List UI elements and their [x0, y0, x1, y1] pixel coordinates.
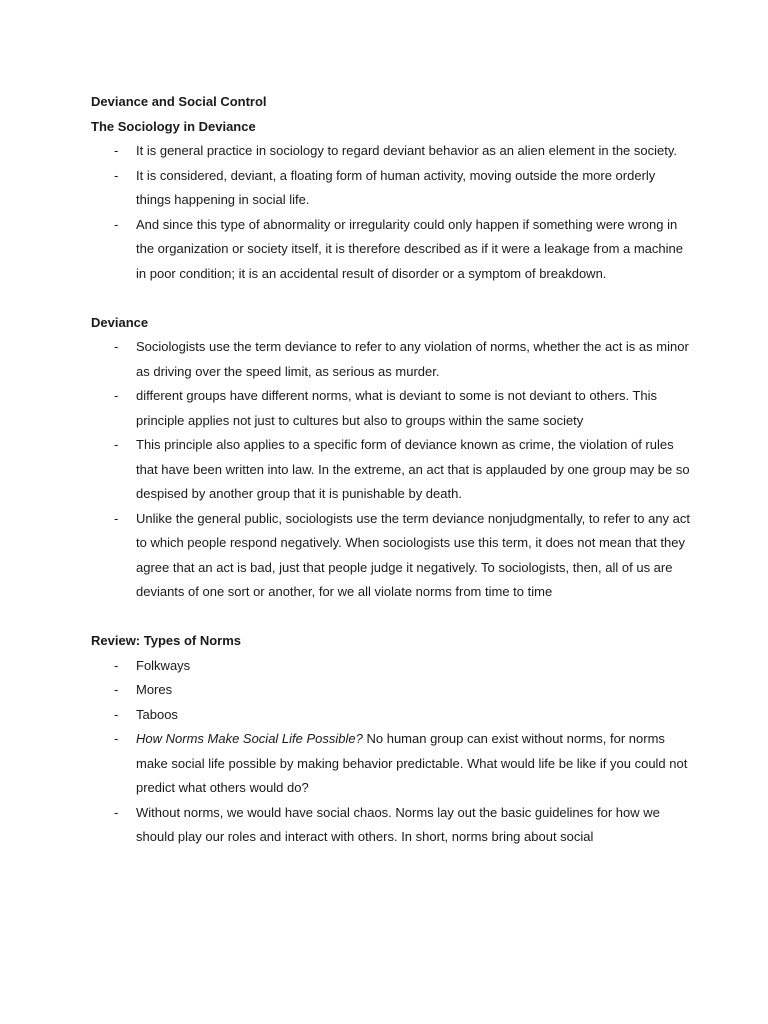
list-item-text: Without norms, we would have social chaos. Norms lay out the basic guidelines for how we should play our roles and interact with others. In short, norms bring about social [136, 804, 660, 844]
bullet-list-sociology-in-deviance [91, 139, 691, 286]
bullet-list-deviance [91, 335, 691, 605]
section-heading-deviance: Deviance [91, 314, 149, 330]
list-item [91, 384, 691, 433]
bullet-list-types-of-norms [91, 654, 691, 850]
list-item [91, 335, 691, 384]
bullet-dash: - [114, 682, 119, 697]
list-item [91, 654, 691, 679]
list-item [91, 213, 691, 287]
list-item-text: Folkways [136, 657, 191, 673]
list-item-text: And since this type of abnormality or irregularity could only happen if something were wrong in the organization or society itself, it is therefore described as if it were a leakage from a machine in poor condition; it is an accidental result of disorder or a symptom of breakdown. [136, 216, 683, 281]
list-item-text: This principle also applies to a specific form of deviance known as crime, the violation of rules that have been written into law. In the extreme, an act that is applauded by one group may be so despised by another group that it is punishable by death. [136, 437, 690, 501]
section-heading-sociology-in-deviance: The Sociology in Deviance [91, 118, 256, 134]
italic-lead-question: How Norms Make Social Life Possible? [136, 731, 363, 746]
bullet-dash: - [114, 437, 119, 452]
list-item [91, 801, 691, 850]
section-heading-types-of-norms: Review: Types of Norms [91, 633, 242, 648]
bullet-dash: - [114, 167, 119, 183]
list-item-text: different groups have different norms, what is deviant to some is not deviant to others. This principle applies not just to cultures but also to groups within the same society [136, 388, 658, 428]
document-title: Deviance and Social Control [91, 94, 267, 109]
bullet-dash: - [114, 804, 119, 820]
list-item-text-rest: No human group can exist without norms, for norms make social life possible by making behavior predictable. What would life be like if you could not predict what others would do? [136, 731, 688, 795]
list-item [91, 727, 691, 801]
list-item-text: It is general practice in sociology to regard deviant behavior as an alien element in the society. [136, 143, 678, 158]
bullet-dash: - [114, 731, 119, 746]
list-item-text: Mores [136, 682, 173, 697]
section-spacer [91, 605, 691, 630]
list-item [91, 507, 691, 605]
list-item [91, 433, 691, 507]
bullet-dash: - [114, 216, 119, 232]
bullet-dash: - [114, 339, 119, 354]
bullet-dash: - [114, 706, 119, 722]
list-item [91, 164, 691, 213]
bullet-dash: - [114, 143, 119, 158]
bullet-dash: - [114, 510, 119, 526]
list-item-text: It is considered, deviant, a floating form of human activity, moving outside the more orderly things happening in social life. [136, 167, 656, 207]
list-item-text: Unlike the general public, sociologists use the term deviance nonjudgmentally, to refer to any act to which people respond negatively. When sociologists use this term, it does not mean that they agree that an act is bad, just that people judge it negatively. To sociologists, then, all of us are deviants of one sort or another, for we all violate norms from time to time [136, 510, 691, 599]
list-item [91, 139, 691, 164]
list-item [91, 703, 691, 728]
document-page [91, 90, 691, 850]
list-item-text: Taboos [136, 706, 178, 722]
list-item [91, 678, 691, 703]
bullet-dash: - [114, 388, 119, 403]
list-item-text [136, 727, 691, 801]
section-spacer [91, 286, 691, 311]
bullet-dash: - [114, 657, 119, 673]
list-item-text: Sociologists use the term deviance to refer to any violation of norms, whether the act is as minor as driving over the speed limit, as serious as murder. [136, 339, 689, 379]
